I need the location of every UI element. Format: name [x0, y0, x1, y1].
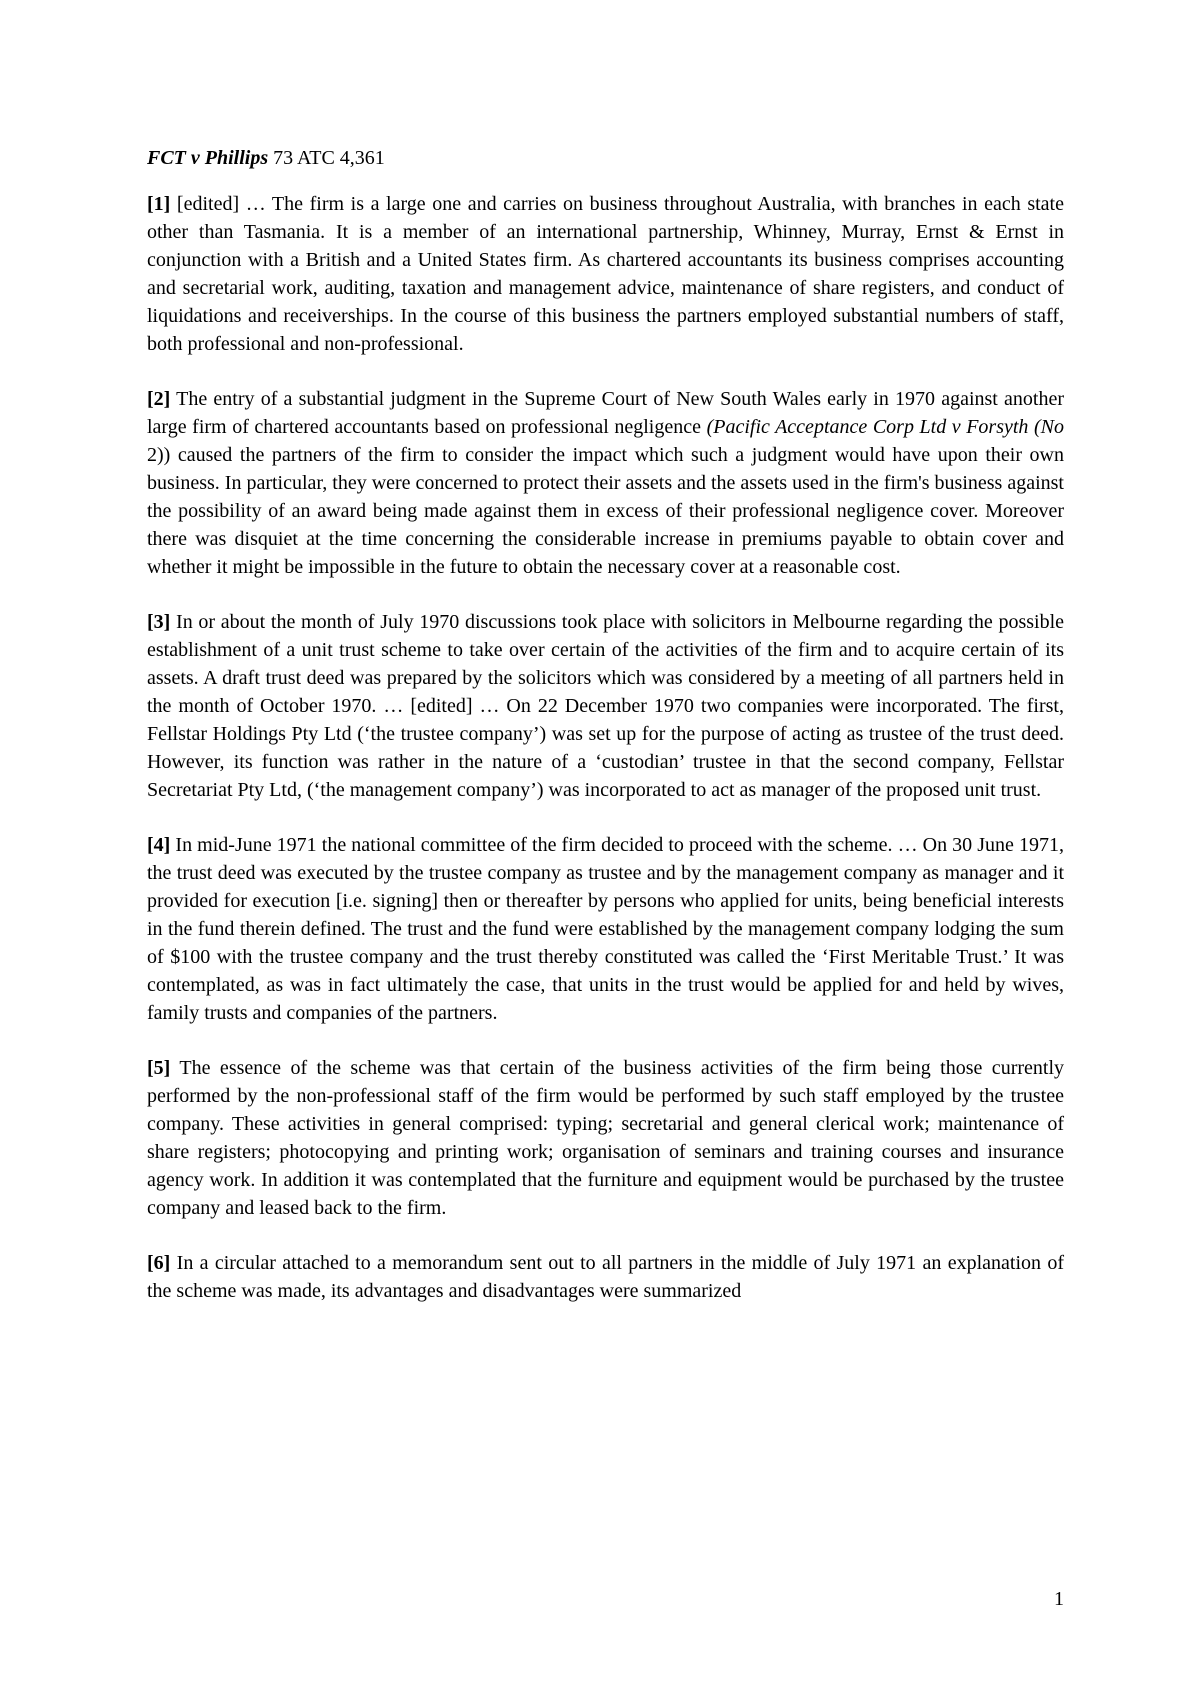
paragraph-text: [edited] … The firm is a large one and carries on business throughout Australia, with branches in each state other than Tasmania. It is a member of an international partnership, Whinney, Murray, Ernst & Ernst in conjunction with a British and a United States firm. As chartered accountants its business comprises accounting and secretarial work, auditing, taxation and management advice, maintenance of share registers, and conduct of liquidations and receiverships. In the course of this business the partners employed substantial numbers of staff, both professional and non-professional.: [147, 193, 1064, 355]
page-number: 1: [1054, 1588, 1064, 1610]
paragraph-number: [6]: [147, 1252, 171, 1274]
case-name: FCT v Phillips: [147, 147, 269, 169]
paragraph-5: [147, 1054, 1064, 1222]
document-body: [147, 144, 1064, 1332]
paragraph-number: [5]: [147, 1057, 171, 1079]
paragraph-text: In or about the month of July 1970 discussions took place with solicitors in Melbourne regarding the possible establishment of a unit trust scheme to take over certain of the activities of the firm and to acquire certain of its assets. A draft trust deed was prepared by the solicitors which was considered by a meeting of all partners held in the month of October 1970. … [edited] … On 22 December 1970 two companies were incorporated. The first, Fellstar Holdings Pty Ltd (‘the trustee company’) was set up for the purpose of acting as trustee of the trust deed. However, its function was rather in the nature of a ‘custodian’ trustee in that the second company, Fellstar Secretariat Pty Ltd, (‘the management company’) was incorporated to act as manager of the proposed unit trust.: [147, 611, 1065, 801]
paragraph-1: [147, 190, 1064, 358]
case-heading: [147, 144, 1064, 172]
paragraph-text: The essence of the scheme was that certain of the business activities of the firm being those currently performed by the non-professional staff of the firm would be performed by such staff employed by the trustee company. These activities in general comprised: typing; secretarial and general clerical work; maintenance of share registers; photocopying and printing work; organisation of seminars and training courses and insurance agency work. In addition it was contemplated that the furniture and equipment would be purchased by the trustee company and leased back to the firm.: [147, 1057, 1064, 1219]
paragraph-number: [1]: [147, 193, 171, 215]
paragraph-number: [4]: [147, 834, 171, 856]
case-reference: (Pacific Acceptance Corp Ltd v Forsyth (No: [706, 416, 1065, 438]
paragraph-2: [147, 385, 1064, 581]
paragraph-text-continued: 2)) caused the partners of the firm to consider the impact which such a judgment would have upon their own business. In particular, they were concerned to protect their assets and the assets used in the firm's business against the possibility of an award being made against them in excess of their professional negligence cover. Moreover there was disquiet at the time concerning the considerable increase in premiums payable to obtain cover and whether it might be impossible in the future to obtain the necessary cover at a reasonable cost.: [147, 444, 1064, 578]
case-citation: 73 ATC 4,361: [273, 147, 385, 169]
paragraph-4: [147, 831, 1064, 1027]
paragraph-6: [147, 1249, 1064, 1305]
paragraph-text: In mid-June 1971 the national committee of the firm decided to proceed with the scheme. … On 30 June 1971, the trust deed was executed by the trustee company as trustee and by the management company as manager and it provided for execution [i.e. signing] then or thereafter by persons who applied for units, being beneficial interests in the fund therein defined. The trust and the fund were established by the management company lodging the sum of $100 with the trustee company and the trust thereby constituted was called the ‘First Meritable Trust.’ It was contemplated, as was in fact ultimately the case, that units in the trust would be applied for and held by wives, family trusts and companies of the partners.: [147, 834, 1065, 1024]
paragraph-text: In a circular attached to a memorandum sent out to all partners in the middle of July 1971 an explanation of the scheme was made, its advantages and disadvantages were summarized: [147, 1252, 1064, 1302]
paragraph-number: [2]: [147, 388, 171, 410]
paragraph-number: [3]: [147, 611, 171, 633]
paragraph-3: [147, 608, 1064, 804]
paragraph-text: The entry of a substantial judgment in the Supreme Court of New South Wales early in 1970 against another large firm of chartered accountants based on professional negligence: [147, 388, 1065, 438]
